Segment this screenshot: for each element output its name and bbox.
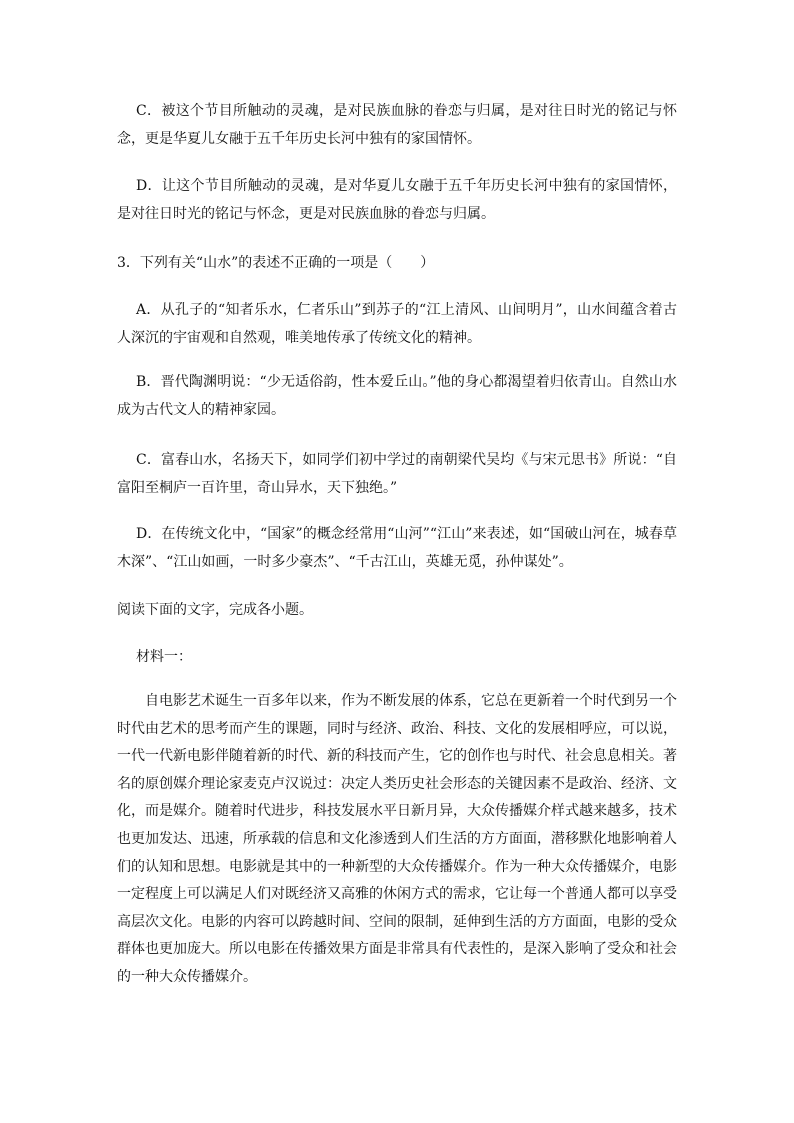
material-paragraph: 自电影艺术诞生一百多年以来，作为不断发展的体系，它总在更新着一个时代到另一个时代由艺术的思考而产生的课题，同时与经济、政治、科技、文化的发展相呼应，可以说，一代一代新电影伴随着新的时代、新的科技而产生，它的创作也与时代、社会息息相关。著名的原创媒介理论家麦克卢汉说过：决定人类历史社会形态的关键因素不是政治、经济、文化，而是媒介。随着时代进步，科技发展水平日新月异，大众传播媒介样式越来越多，技术也更加发达、迅速，所承载的信息和文化渗透到人们生活的方方面面，潜移默化地影响着人们的认知和思想。电影就是其中的一种新型的大众传播媒介。作为一种大众传播媒介，电影一定程度上可以满足人们对既经济又高雅的休闲方式的需求，它让每一个普通人都可以享受高层次文化。电影的内容可以跨越时间、空间的限制，延伸到生活的方方面面，电影的受众群体也更加庞大。所以电影在传播效果方面是非常具有代表性的，是深入影响了受众和社会的一种大众传播媒介。 [117, 693, 677, 985]
reading-instruction: 阅读下面的文字，完成各小题。 [117, 602, 313, 618]
q2-option-c: C．被这个节目所触动的灵魂，是对民族血脉的眷恋与归属，是对往日时光的铭记与怀念，更是华夏儿女融于五千年历史长河中独有的家国情怀。 [117, 103, 677, 147]
q2-option-d: D．让这个节目所触动的灵魂，是对华夏儿女融于五千年历史长河中独有的家国情怀，是对往日时光的铭记与怀念，更是对民族血脉的眷恋与归属。 [117, 178, 677, 222]
q3-stem: 3．下列有关“山水”的表述不正确的一项是（ ） [117, 255, 435, 271]
q3-option-b: B．晋代陶渊明说：“少无适俗韵，性本爱丘山。”他的身心都渴望着归依青山。自然山水成为古代文人的精神家园。 [117, 374, 677, 418]
material-label: 材料一： [136, 649, 192, 665]
q3-option-c: C．富春山水，名扬天下，如同学们初中学过的南朝梁代吴均《与宋元思书》所说：“自富阳至桐庐一百许里，奇山异水，天下独绝。” [117, 452, 677, 496]
q3-option-a: A．从孔子的“知者乐水，仁者乐山”到苏子的“江上清风、山间明月”，山水间蕴含着古人深沉的宇宙观和自然观，唯美地传承了传统文化的精神。 [117, 302, 677, 346]
q3-option-d: D．在传统文化中，“国家”的概念经常用“山河”“江山”来表述，如“国破山河在，城春草木深”、“江山如画，一时多少豪杰”、“千古江山，英雄无觅，孙仲谋处”。 [117, 526, 677, 570]
